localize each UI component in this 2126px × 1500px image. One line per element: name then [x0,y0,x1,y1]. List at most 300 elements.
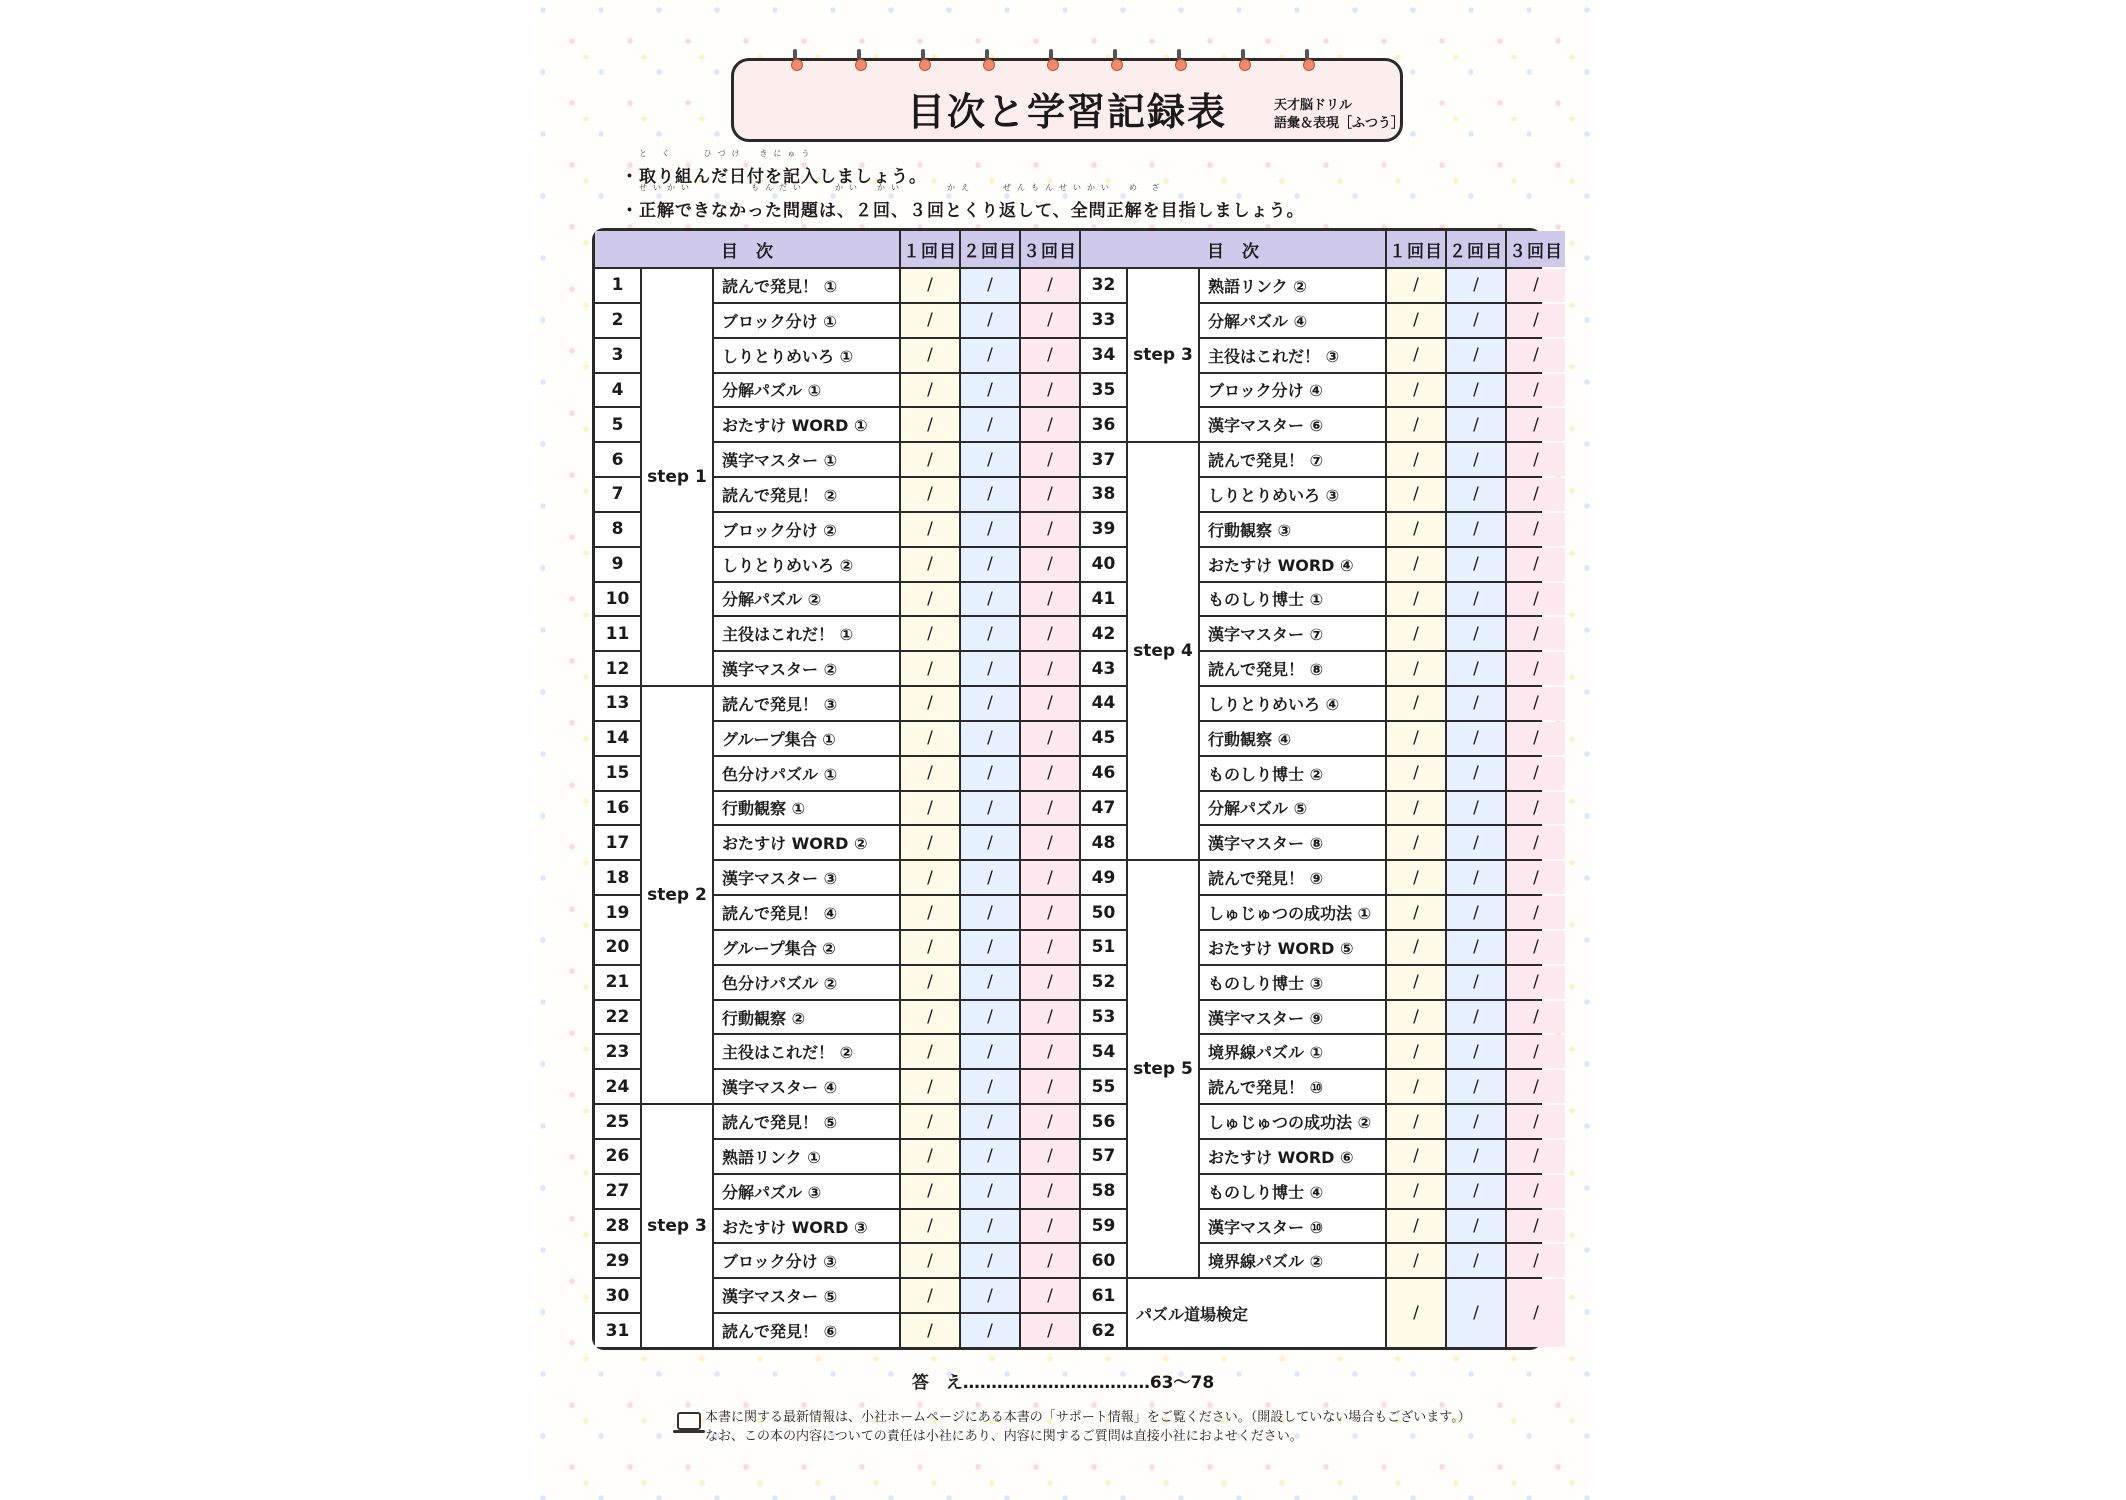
date-cell-round-3[interactable]: / [1507,583,1565,616]
item-title: ブロック分け ④ [1200,374,1385,407]
date-cell-round-3[interactable]: / [1507,408,1565,441]
date-cell-round-2[interactable]: / [961,1035,1019,1068]
date-cell-round-3[interactable]: / [1021,408,1079,441]
item-title: 漢字マスター ⑥ [1200,408,1385,441]
date-cell-round-2[interactable]: / [1447,687,1505,720]
item-number: 22 [595,1001,640,1034]
date-cell-round-3[interactable]: / [1021,1175,1079,1208]
date-cell-round-2[interactable]: / [961,1140,1019,1173]
item-number: 4 [595,374,640,407]
date-cell-round-1[interactable]: / [1387,478,1445,511]
date-cell-round-3[interactable]: / [1021,826,1079,859]
item-title: 漢字マスター ② [714,652,899,685]
item-title: 分解パズル ⑤ [1200,792,1385,825]
date-cell-round-3[interactable]: / [1507,374,1565,407]
date-cell-round-2[interactable]: / [1447,617,1505,650]
item-title: ものしり博士 ③ [1200,966,1385,999]
date-cell-round-2[interactable]: / [1447,792,1505,825]
date-cell-round-3[interactable]: / [1507,861,1565,894]
date-cell-round-3[interactable]: / [1021,1314,1079,1347]
date-cell-round-3[interactable]: / [1507,652,1565,685]
item-title: 熟語リンク ① [714,1140,899,1173]
date-cell-round-1[interactable]: / [901,931,959,964]
item-number: 59 [1081,1210,1126,1243]
date-cell-round-2[interactable]: / [961,1210,1019,1243]
date-cell-round-2[interactable]: / [1447,722,1505,755]
date-cell-round-2[interactable]: / [961,792,1019,825]
date-cell-round-3[interactable]: / [1021,931,1079,964]
date-cell-round-3[interactable]: / [1021,548,1079,581]
item-title: おたすけ WORD ③ [714,1210,899,1243]
date-cell-round-3[interactable]: / [1021,1279,1079,1312]
item-title: 分解パズル ① [714,374,899,407]
computer-icon [677,1412,701,1430]
item-number: 57 [1081,1140,1126,1173]
date-cell-round-3[interactable]: / [1021,1070,1079,1103]
date-cell-round-2[interactable]: / [961,583,1019,616]
date-cell-round-1[interactable]: / [1387,374,1445,407]
item-title: 分解パズル ② [714,583,899,616]
date-cell-round-2[interactable]: / [961,1105,1019,1138]
date-cell-round-3[interactable]: / [1021,617,1079,650]
date-cell-round-1[interactable]: / [901,652,959,685]
item-title: 読んで発見！ ⑦ [1200,443,1385,476]
date-cell-round-3[interactable]: / [1021,966,1079,999]
date-cell-round-3[interactable]: / [1021,374,1079,407]
date-cell-round-3[interactable]: / [1021,792,1079,825]
item-number: 49 [1081,861,1126,894]
item-title: 主役はこれだ！ ① [714,617,899,650]
date-cell-round-1[interactable]: / [1387,408,1445,441]
item-number: 15 [595,757,640,790]
binder-ring-icon [984,49,994,67]
header-round-1: １回目 [1387,231,1445,267]
date-cell-round-1[interactable]: / [1387,1175,1445,1208]
item-number: 28 [595,1210,640,1243]
date-cell-round-1[interactable]: / [1387,931,1445,964]
date-cell-round-1[interactable]: / [901,1105,959,1138]
date-cell-round-2[interactable]: / [1447,652,1505,685]
date-cell-round-3[interactable]: / [1021,1105,1079,1138]
date-cell-round-2[interactable]: / [961,757,1019,790]
date-cell-round-1[interactable]: / [1387,1070,1445,1103]
item-title: 漢字マスター ① [714,443,899,476]
date-cell-round-1[interactable]: / [901,408,959,441]
date-cell-round-1[interactable]: / [901,513,959,546]
item-number: 16 [595,792,640,825]
step-label: step 3 [642,1105,712,1347]
date-cell-round-3[interactable]: / [1021,304,1079,337]
item-title: 色分けパズル ① [714,757,899,790]
item-number: 34 [1081,339,1126,372]
date-cell-round-3[interactable]: / [1507,896,1565,929]
date-cell-round-1[interactable]: / [901,1035,959,1068]
book-series: 天才脳ドリル [1274,98,1353,113]
date-cell-round-3[interactable]: / [1507,1070,1565,1103]
item-number: 19 [595,896,640,929]
date-cell-round-1[interactable]: / [1387,1105,1445,1138]
item-number: 20 [595,931,640,964]
date-cell-round-3[interactable]: / [1021,896,1079,929]
date-cell-round-1[interactable]: / [1387,548,1445,581]
step-label: step 3 [1128,269,1198,441]
date-cell-round-1[interactable]: / [901,1244,959,1277]
date-cell-round-2[interactable]: / [1447,861,1505,894]
date-cell-round-1[interactable]: / [901,478,959,511]
date-cell-round-1[interactable]: / [901,269,959,302]
date-cell-round-2[interactable]: / [1447,339,1505,372]
date-cell-round-1[interactable]: / [1387,1001,1445,1034]
binder-ring-icon [920,49,930,67]
item-number: 54 [1081,1035,1126,1068]
item-title: おたすけ WORD ④ [1200,548,1385,581]
date-cell-round-2[interactable]: / [1447,896,1505,929]
date-cell-round-1[interactable]: / [1387,722,1445,755]
date-cell-round-1[interactable]: / [901,1140,959,1173]
item-title: しりとりめいろ ① [714,339,899,372]
date-cell-round-3[interactable]: / [1021,687,1079,720]
date-cell-round-2[interactable]: / [1447,374,1505,407]
date-cell-round-1[interactable]: / [901,826,959,859]
instruction-2-ruby: せいかい もんだい かい かい かえ ぜんもんせいかい め ざ [639,183,1166,192]
item-title: グループ集合 ① [714,722,899,755]
header-round-2: ２回目 [961,231,1019,267]
date-cell-round-1[interactable]: / [901,861,959,894]
item-number: 32 [1081,269,1126,302]
date-cell-round-1[interactable]: / [901,374,959,407]
item-number: 35 [1081,374,1126,407]
item-title: 色分けパズル ② [714,966,899,999]
date-cell-round-2[interactable]: / [1447,966,1505,999]
date-cell-round-1[interactable]: / [901,304,959,337]
date-cell-round-2[interactable]: / [961,1175,1019,1208]
item-number: 52 [1081,966,1126,999]
date-cell-round-2[interactable]: / [961,304,1019,337]
date-cell-round-2[interactable]: / [1447,1035,1505,1068]
date-cell-round-2[interactable]: / [1447,443,1505,476]
item-title: 行動観察 ④ [1200,722,1385,755]
item-number: 42 [1081,617,1126,650]
date-cell-round-3[interactable]: / [1021,757,1079,790]
item-number: 14 [595,722,640,755]
date-cell-round-2[interactable]: / [961,548,1019,581]
date-cell-round-3[interactable]: / [1507,687,1565,720]
date-cell-round-1[interactable]: / [901,687,959,720]
date-cell-round-3[interactable]: / [1021,583,1079,616]
binder-ring-icon [1240,49,1250,67]
date-cell-round-1[interactable]: / [1387,617,1445,650]
date-cell-round-2[interactable]: / [961,269,1019,302]
date-cell-round-3[interactable]: / [1507,1279,1565,1347]
date-cell-round-1[interactable]: / [901,1070,959,1103]
date-cell-round-2[interactable]: / [961,1244,1019,1277]
item-title: ブロック分け ③ [714,1244,899,1277]
date-cell-round-2[interactable]: / [1447,513,1505,546]
date-cell-round-2[interactable]: / [961,687,1019,720]
date-cell-round-1[interactable]: / [901,443,959,476]
item-title: 読んで発見！ ① [714,269,899,302]
item-title: 読んで発見！ ⑩ [1200,1070,1385,1103]
date-cell-round-2[interactable]: / [961,478,1019,511]
item-title: 熟語リンク ② [1200,269,1385,302]
date-cell-round-3[interactable]: / [1021,861,1079,894]
item-title: おたすけ WORD ⑤ [1200,931,1385,964]
item-title: 漢字マスター ⑨ [1200,1001,1385,1034]
date-cell-round-1[interactable]: / [1387,826,1445,859]
date-cell-round-3[interactable]: / [1507,792,1565,825]
item-title: 読んで発見！ ⑧ [1200,652,1385,685]
item-number: 26 [595,1140,640,1173]
date-cell-round-1[interactable]: / [901,1314,959,1347]
date-cell-round-3[interactable]: / [1507,826,1565,859]
date-cell-round-3[interactable]: / [1507,513,1565,546]
date-cell-round-2[interactable]: / [1447,1279,1505,1347]
date-cell-round-2[interactable]: / [1447,583,1505,616]
date-cell-round-2[interactable]: / [961,374,1019,407]
item-number: 56 [1081,1105,1126,1138]
title-plate [731,58,1403,142]
item-number: 36 [1081,408,1126,441]
date-cell-round-2[interactable]: / [1447,1140,1505,1173]
date-cell-round-1[interactable]: / [901,1175,959,1208]
date-cell-round-3[interactable]: / [1507,548,1565,581]
item-number: 47 [1081,792,1126,825]
item-number: 53 [1081,1001,1126,1034]
date-cell-round-3[interactable]: / [1021,513,1079,546]
item-number: 9 [595,548,640,581]
date-cell-round-2[interactable]: / [961,1001,1019,1034]
item-number: 13 [595,687,640,720]
date-cell-round-1[interactable]: / [1387,269,1445,302]
date-cell-round-3[interactable]: / [1507,269,1565,302]
page-title: 目次と学習記録表 [906,90,1227,134]
date-cell-round-2[interactable]: / [961,826,1019,859]
date-cell-round-1[interactable]: / [1387,896,1445,929]
date-cell-round-3[interactable]: / [1021,1001,1079,1034]
item-number: 51 [1081,931,1126,964]
date-cell-round-2[interactable]: / [1447,931,1505,964]
date-cell-round-1[interactable]: / [901,583,959,616]
date-cell-round-2[interactable]: / [1447,478,1505,511]
date-cell-round-3[interactable]: / [1507,1105,1565,1138]
binder-ring-icon [1304,49,1314,67]
date-cell-round-2[interactable]: / [1447,1070,1505,1103]
date-cell-round-1[interactable]: / [901,548,959,581]
binder-ring-icon [792,49,802,67]
date-cell-round-2[interactable]: / [1447,548,1505,581]
date-cell-round-3[interactable]: / [1507,339,1565,372]
binder-ring-icon [1112,49,1122,67]
answers-line: 答 え……………………………63〜78 [911,1373,1215,1393]
date-cell-round-1[interactable]: / [901,1001,959,1034]
date-cell-round-1[interactable]: / [901,966,959,999]
date-cell-round-2[interactable]: / [961,443,1019,476]
date-cell-round-2[interactable]: / [1447,1105,1505,1138]
date-cell-round-2[interactable]: / [961,1070,1019,1103]
date-cell-round-3[interactable]: / [1507,1140,1565,1173]
notice-line-1: 本書に関する最新情報は、小社ホームページにある本書の「サポート情報」をご覧ください。（開設していない場合もございます。） [705,1410,1471,1425]
date-cell-round-2[interactable]: / [1447,1210,1505,1243]
date-cell-round-3[interactable]: / [1507,1210,1565,1243]
date-cell-round-1[interactable]: / [901,339,959,372]
date-cell-round-3[interactable]: / [1021,269,1079,302]
item-title: しゅじゅつの成功法 ② [1200,1105,1385,1138]
date-cell-round-1[interactable]: / [1387,339,1445,372]
instruction-1-ruby: と く ひづけ きにゅう [639,149,816,158]
date-cell-round-1[interactable]: / [1387,757,1445,790]
item-number: 12 [595,652,640,685]
date-cell-round-3[interactable]: / [1507,1244,1565,1277]
date-cell-round-1[interactable]: / [1387,966,1445,999]
date-cell-round-1[interactable]: / [1387,513,1445,546]
date-cell-round-1[interactable]: / [901,617,959,650]
item-title: ものしり博士 ④ [1200,1175,1385,1208]
item-title: ものしり博士 ① [1200,583,1385,616]
date-cell-round-3[interactable]: / [1507,722,1565,755]
date-cell-round-1[interactable]: / [901,792,959,825]
publisher-notice [705,1408,1471,1446]
header-round-2: ２回目 [1447,231,1505,267]
item-number: 5 [595,408,640,441]
item-title: 漢字マスター ⑧ [1200,826,1385,859]
date-cell-round-1[interactable]: / [901,722,959,755]
date-cell-round-3[interactable]: / [1021,722,1079,755]
date-cell-round-3[interactable]: / [1021,1140,1079,1173]
item-number: 46 [1081,757,1126,790]
item-number: 39 [1081,513,1126,546]
date-cell-round-2[interactable]: / [1447,269,1505,302]
item-title: 境界線パズル ② [1200,1244,1385,1277]
item-number: 11 [595,617,640,650]
item-number: 48 [1081,826,1126,859]
date-cell-round-3[interactable]: / [1021,1035,1079,1068]
item-title: おたすけ WORD ① [714,408,899,441]
date-cell-round-2[interactable]: / [961,652,1019,685]
item-title: 漢字マスター ⑦ [1200,617,1385,650]
date-cell-round-2[interactable]: / [1447,757,1505,790]
item-number: 27 [595,1175,640,1208]
date-cell-round-3[interactable]: / [1021,443,1079,476]
date-cell-round-3[interactable]: / [1507,443,1565,476]
step-label: step 2 [642,687,712,1103]
item-title: 行動観察 ① [714,792,899,825]
date-cell-round-2[interactable]: / [1447,1001,1505,1034]
date-cell-round-2[interactable]: / [961,722,1019,755]
date-cell-round-2[interactable]: / [961,861,1019,894]
date-cell-round-2[interactable]: / [961,931,1019,964]
item-number: 58 [1081,1175,1126,1208]
item-number: 3 [595,339,640,372]
item-title: 行動観察 ③ [1200,513,1385,546]
date-cell-round-3[interactable]: / [1507,617,1565,650]
item-number: 6 [595,443,640,476]
header-round-3: ３回目 [1021,231,1079,267]
item-title: 漢字マスター ③ [714,861,899,894]
date-cell-round-2[interactable]: / [961,513,1019,546]
date-cell-round-3[interactable]: / [1507,1035,1565,1068]
date-cell-round-2[interactable]: / [961,339,1019,372]
date-cell-round-3[interactable]: / [1507,478,1565,511]
date-cell-round-2[interactable]: / [1447,408,1505,441]
item-number: 41 [1081,583,1126,616]
item-title: 漢字マスター ⑩ [1200,1210,1385,1243]
date-cell-round-3[interactable]: / [1507,966,1565,999]
item-number: 1 [595,269,640,302]
date-cell-round-1[interactable]: / [1387,687,1445,720]
item-title: 読んで発見！ ⑨ [1200,861,1385,894]
date-cell-round-2[interactable]: / [961,1279,1019,1312]
date-cell-round-3[interactable]: / [1021,1244,1079,1277]
item-number: 45 [1081,722,1126,755]
date-cell-round-1[interactable]: / [1387,1210,1445,1243]
item-title: 分解パズル ④ [1200,304,1385,337]
date-cell-round-2[interactable]: / [961,617,1019,650]
item-number: 18 [595,861,640,894]
item-title: しりとりめいろ ③ [1200,478,1385,511]
date-cell-round-2[interactable]: / [1447,304,1505,337]
date-cell-round-1[interactable]: / [901,757,959,790]
date-cell-round-1[interactable]: / [1387,861,1445,894]
item-title: 読んで発見！ ⑥ [714,1314,899,1347]
date-cell-round-3[interactable]: / [1507,757,1565,790]
item-number: 50 [1081,896,1126,929]
date-cell-round-1[interactable]: / [901,1279,959,1312]
header-contents: 目次 [1081,231,1385,267]
date-cell-round-1[interactable]: / [1387,304,1445,337]
item-title: 読んで発見！ ③ [714,687,899,720]
item-number: 60 [1081,1244,1126,1277]
date-cell-round-1[interactable]: / [1387,583,1445,616]
date-cell-round-3[interactable]: / [1507,1175,1565,1208]
date-cell-round-1[interactable]: / [1387,1279,1445,1347]
date-cell-round-3[interactable]: / [1021,652,1079,685]
date-cell-round-3[interactable]: / [1507,304,1565,337]
item-title: 境界線パズル ① [1200,1035,1385,1068]
date-cell-round-3[interactable]: / [1021,1210,1079,1243]
item-number: 8 [595,513,640,546]
date-cell-round-3[interactable]: / [1507,1001,1565,1034]
item-title: おたすけ WORD ② [714,826,899,859]
header-contents: 目次 [595,231,899,267]
date-cell-round-3[interactable]: / [1507,931,1565,964]
date-cell-round-1[interactable]: / [901,1210,959,1243]
item-number: 7 [595,478,640,511]
date-cell-round-2[interactable]: / [961,408,1019,441]
item-title: 漢字マスター ④ [714,1070,899,1103]
date-cell-round-2[interactable]: / [961,1314,1019,1347]
date-cell-round-2[interactable]: / [961,896,1019,929]
book-subtitle [1274,97,1405,133]
item-title: 読んで発見！ ⑤ [714,1105,899,1138]
date-cell-round-2[interactable]: / [1447,1244,1505,1277]
date-cell-round-1[interactable]: / [1387,792,1445,825]
date-cell-round-3[interactable]: / [1021,478,1079,511]
date-cell-round-1[interactable]: / [901,896,959,929]
date-cell-round-1[interactable]: / [1387,1244,1445,1277]
date-cell-round-2[interactable]: / [1447,1175,1505,1208]
item-title-final-test: パズル道場検定 [1128,1279,1385,1347]
binder-ring-icon [1048,49,1058,67]
date-cell-round-3[interactable]: / [1021,339,1079,372]
date-cell-round-2[interactable]: / [1447,826,1505,859]
date-cell-round-1[interactable]: / [1387,652,1445,685]
item-title: 読んで発見！ ④ [714,896,899,929]
date-cell-round-1[interactable]: / [1387,1035,1445,1068]
date-cell-round-1[interactable]: / [1387,1140,1445,1173]
date-cell-round-2[interactable]: / [961,966,1019,999]
date-cell-round-1[interactable]: / [1387,443,1445,476]
item-title: 漢字マスター ⑤ [714,1279,899,1312]
